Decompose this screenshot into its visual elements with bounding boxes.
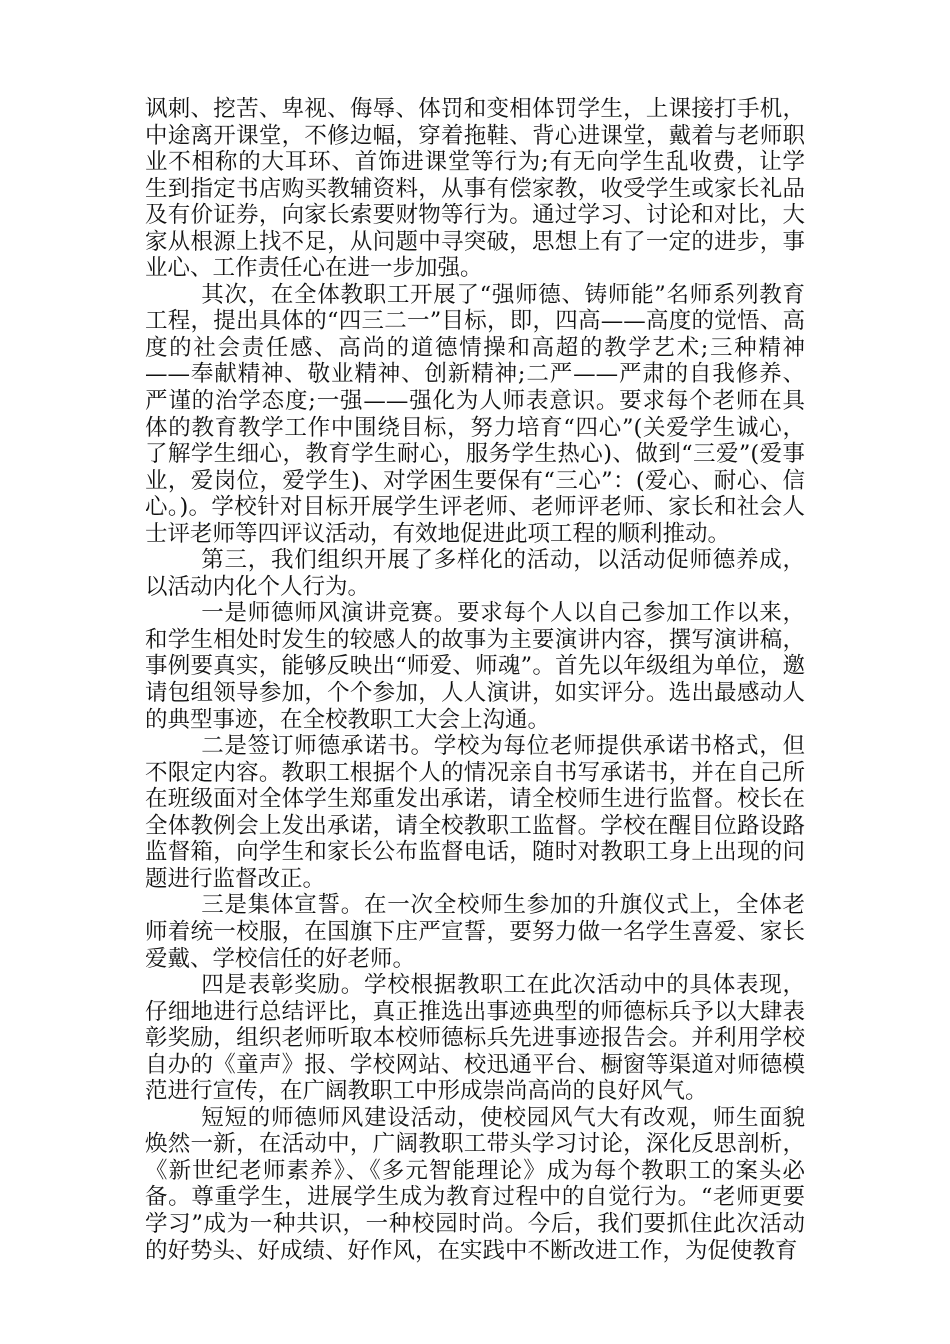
paragraph: 四是表彰奖励。学校根据教职工在此次活动中的具体表现，仔细地进行总结评比，真正推选出事迹典型的师德标兵予以大肆表彰奖励，组织老师听取本校师德标兵先进事迹报告会。并利用学校自办的《童声》报、学校网站、校迅通平台、橱窗等渠道对师德模范进行宣传，在广阔教职工中形成崇尚高尚的良好风气。 — [145, 972, 805, 1105]
paragraph: 短短的师德师风建设活动，使校园风气大有改观，师生面貌焕然一新，在活动中，广阔教职工带头学习讨论，深化反思剖析，《新世纪老师素养》、《多元智能理论》成为每个教职工的案头必备。尊重学生，进展学生成为教育过程中的自觉行为。“老师更要学习”成为一种共识，一种校园时尚。今后，我们要抓住此次活动的好势头、好成绩、好作风，在实践中不断改进工作，为促使教育 — [145, 1104, 805, 1264]
document-body — [145, 96, 805, 1264]
paragraph: 一是师德师风演讲竞赛。要求每个人以自己参加工作以来，和学生相处时发生的较感人的故事为主要演讲内容，撰写演讲稿，事例要真实，能够反映出“师爱、师魂”。首先以年级组为单位，邀请包组领导参加，个个参加，人人演讲，如实评分。选出最感动人的典型事迹，在全校教职工大会上沟通。 — [145, 600, 805, 733]
paragraph: 二是签订师德承诺书。学校为每位老师提供承诺书格式，但不限定内容。教职工根据个人的情况亲自书写承诺书，并在自己所在班级面对全体学生郑重发出承诺，请全校师生进行监督。校长在全体教例会上发出承诺，请全校教职工监督。学校在醒目位路设路监督箱，向学生和家长公布监督电话，随时对教职工身上出现的问题进行监督改正。 — [145, 733, 805, 892]
paragraph: 第三，我们组织开展了多样化的活动，以活动促师德养成，以活动内化个人行为。 — [145, 547, 805, 600]
paragraph: 三是集体宣誓。在一次全校师生参加的升旗仪式上，全体老师着统一校服，在国旗下庄严宣誓，要努力做一名学生喜爱、家长爱戴、学校信任的好老师。 — [145, 892, 805, 972]
paragraph: 其次，在全体教职工开展了“强师德、铸师能”名师系列教育工程，提出具体的“四三二一”目标，即，四高——高度的觉悟、高度的社会责任感、高尚的道德情操和高超的教学艺术;三种精神——奉献精神、敬业精神、创新精神;二严——严肃的自我修养、严谨的治学态度;一强——强化为人师表意识。要求每个老师在具体的教育教学工作中围绕目标，努力培育“四心”(关爱学生诚心，了解学生细心，教育学生耐心，服务学生热心)、做到“三爱”(爱事业，爱岗位，爱学生)、对学困生要保有“三心”：(爱心、耐心、信心。)。学校针对目标开展学生评老师、老师评老师、家长和社会人士评老师等四评议活动，有效地促进此项工程的顺利推动。 — [145, 281, 805, 547]
paragraph: 讽刺、挖苦、卑视、侮辱、体罚和变相体罚学生，上课接打手机，中途离开课堂，不修边幅，穿着拖鞋、背心进课堂，戴着与老师职业不相称的大耳环、首饰进课堂等行为;有无向学生乱收费，让学生到指定书店购买教辅资料，从事有偿家教，收受学生或家长礼品及有价证券，向家长索要财物等行为。通过学习、讨论和对比，大家从根源上找不足，从问题中寻突破，思想上有了一定的进步，事业心、工作责任心在进一步加强。 — [145, 96, 805, 282]
